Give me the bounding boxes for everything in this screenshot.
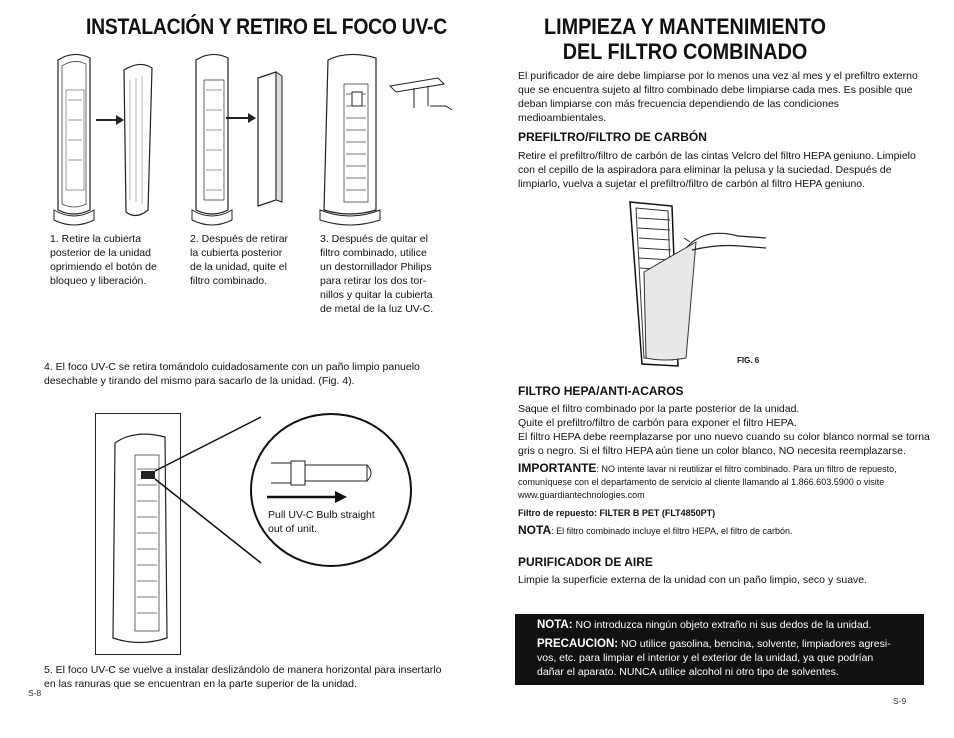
figure-4-callout: Pull UV-C Bulb straight out of unit. <box>268 509 375 535</box>
figure-remove-uv-cover <box>318 50 468 230</box>
step-3-text: 3. Después de quitar el filtro combinado, utilice un destornillador Philips para retirar los dos tor- nillos y quitar la cubierta de metal de la luz UV-C. <box>320 233 434 315</box>
box-precaucion-label: PRECAUCION: <box>537 638 619 650</box>
fig-6-label: FIG. 6 <box>737 356 760 365</box>
intro-text: El purificador de aire debe limpiarse por lo menos una vez al mes y el prefiltro externo que se encuentra sujeto al filtro combinado debe limpiarse cada mes. Es posible que deban limpiarse con más frecuencia dependiendo de las condiciones medioambientales. <box>518 70 918 124</box>
box-nota-text: NO introduzca ningún objeto extraño ni sus dedos de la unidad. <box>572 619 872 631</box>
nota-block <box>518 524 793 537</box>
purifier-heading: PURIFICADOR DE AIRE <box>518 555 653 569</box>
figure-remove-back-cover <box>44 50 164 230</box>
left-page-title: INSTALACIÓN Y RETIRO EL FOCO UV-C <box>86 14 447 39</box>
hepa-line-1: Saque el filtro combinado por la parte posterior de la unidad. <box>518 403 800 415</box>
box-precaucion-text: NO utilice gasolina, bencina, solvente, limpiadores agresi- vos, etc. para limpiar el interior y el exterior de la unidad, ya que podrían dañar el aparato. NUNCA utilice alcohol ni otro tipo de solventes. <box>537 638 891 678</box>
important-text: : NO intente lavar ni reutilizar el filtro combinado. Para un filtro de repuesto, comuníquese con el departamento de servicio al cliente llamando al 1.866.603.5900 o visite www.guardiantechnologies.com <box>518 464 897 500</box>
important-label: IMPORTANTE <box>518 461 597 475</box>
step-2-text: 2. Después de retirar la cubierta posterior de la unidad, quite el filtro combinado. <box>190 233 289 287</box>
hepa-line-3: El filtro HEPA debe reemplazarse por uno nuevo cuando su color blanco normal se torna gris o negro. Si el filtro HEPA aún tiene un color blanco, NO necesita reemplazarse. <box>518 431 930 457</box>
figure-remove-combo-filter <box>186 50 306 230</box>
hepa-line-2: Quite el prefiltro/filtro de carbón para exponer el filtro HEPA. <box>518 417 797 429</box>
purifier-text: Limpie la superficie externa de la unidad con un paño limpio, seco y suave. <box>518 574 868 586</box>
figure-6-filter <box>628 198 768 373</box>
caution-box <box>515 614 924 685</box>
box-precaucion <box>537 637 897 679</box>
right-page-title <box>537 14 834 64</box>
page-number-right: S-9 <box>893 696 907 706</box>
hepa-heading: FILTRO HEPA/ANTI-ACAROS <box>518 384 684 398</box>
right-title-line-2: DEL FILTRO COMBINADO <box>562 39 808 64</box>
nota-text: : El filtro combinado incluye el filtro HEPA, el filtro de carbón. <box>551 526 793 536</box>
step-5-text: 5. El foco UV-C se vuelve a instalar deslizándolo de manera horizontal para insertarlo en las ranuras que se encuentran en la parte superior de la unidad. <box>44 664 442 690</box>
step-1-text: 1. Retire la cubierta posterior de la unidad oprimiendo el botón de bloqueo y liberación. <box>50 233 157 287</box>
prefilter-text: Retire el prefiltro/filtro de carbón de las cintas Velcro del filtro HEPA geniuno. Limpielo con el cepillo de la aspiradora para eliminar la pelusa y la suciedad. Después de limpiarlo, vuelva a sujetar el prefiltro/filtro de carbón al filtro HEPA geniuno. <box>518 150 916 190</box>
right-title-line-1: LIMPIEZA Y MANTENIMIENTO <box>543 14 826 39</box>
box-nota-label: NOTA: <box>537 619 573 631</box>
prefilter-heading: PREFILTRO/FILTRO DE CARBÓN <box>518 130 707 144</box>
page-number-left: S-8 <box>28 688 42 698</box>
step-4-text: 4. El foco UV-C se retira tomándolo cuidadosamente con un paño limpio panuelo desechable y tirando del mismo para sacarlo de la unidad. (Fig. 4). <box>44 361 420 387</box>
important-block <box>518 462 928 501</box>
replacement-filter: Filtro de repuesto: FILTER B PET (FLT4850PT) <box>518 508 716 518</box>
nota-label: NOTA <box>518 523 552 537</box>
box-nota <box>537 618 917 632</box>
